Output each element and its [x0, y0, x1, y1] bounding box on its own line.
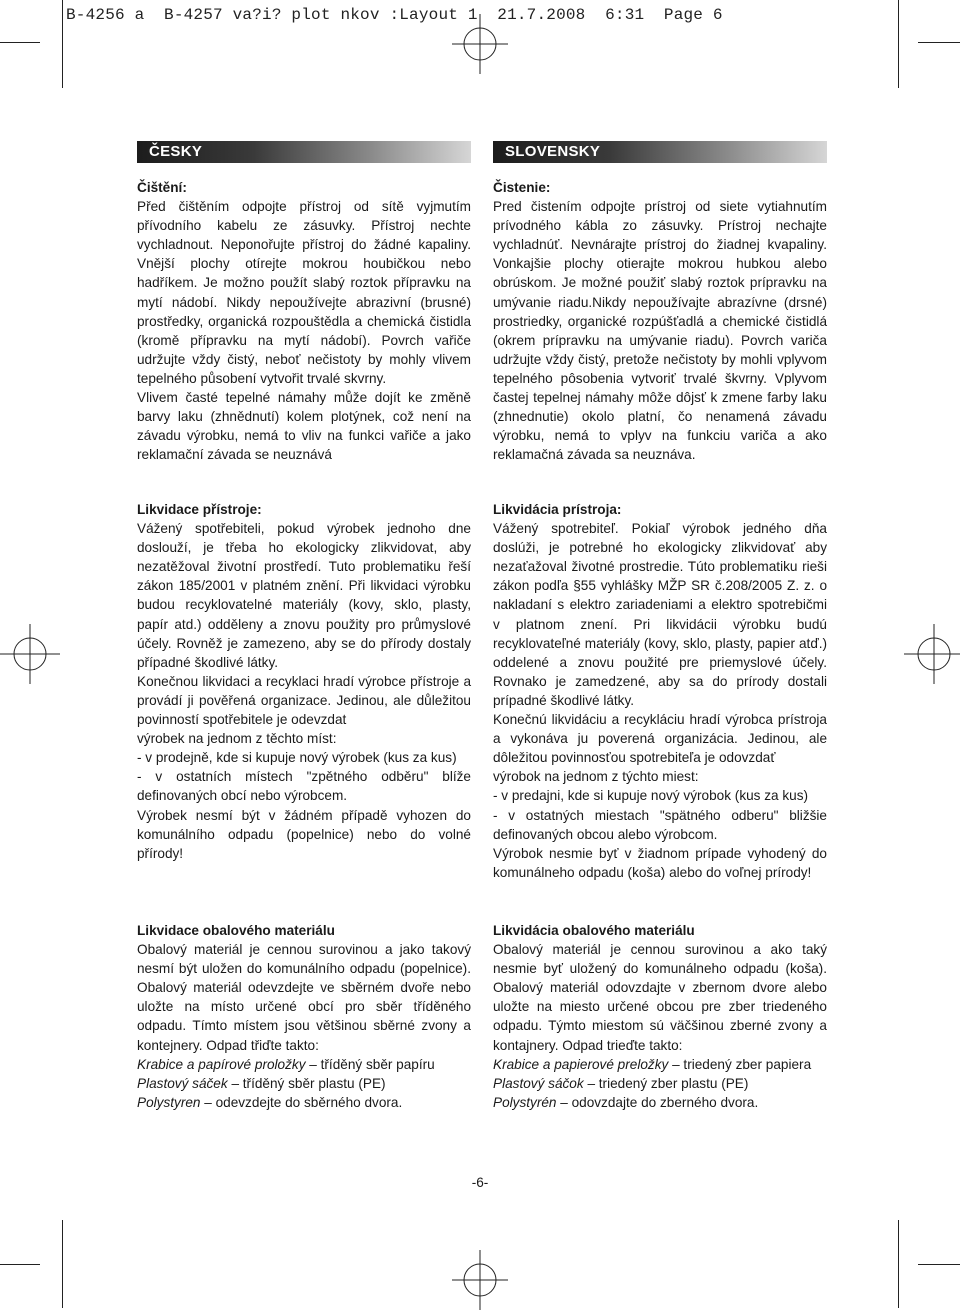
packaging-section-czech	[137, 921, 471, 1112]
crop-mark	[0, 42, 40, 43]
paragraph: Konečnú likvidáciu a recykláciu hradí výrobca prístroja a vykonáva ju poverená organizácia. Jedinou, ale dôležitou povinnosťou spotrebiteľa je odovzdať	[493, 712, 827, 766]
paragraph: Výrobok nesmie byť v žiadnom prípade vyhodený do komunálneho odpadu (koša) alebo do voľnej prírody!	[493, 845, 827, 880]
crop-mark	[898, 0, 899, 88]
cleaning-section-slovak	[493, 178, 827, 464]
list-item	[137, 1093, 471, 1112]
list-item	[137, 1055, 471, 1074]
item-label: Polystyren	[137, 1094, 201, 1110]
item-label: Krabice a papírové proložky	[137, 1056, 306, 1072]
paragraph: Vlivem časté tepelné námahy může dojít ke změně barvy laku (zhnědnutí) kolem plotýnek, což není na závadu výrobku, nemá to vliv na funkci vařiče a jako reklamační závada se neuznává	[137, 390, 471, 463]
item-text: – tříděný sběr papíru	[305, 1056, 435, 1072]
crop-mark	[918, 42, 960, 43]
list-item	[493, 1055, 827, 1074]
paragraph: Obalový materiál je cennou surovinou a ako taký nesmie byť uložený do komunálneho odpadu (koša). Obalový materiál odovzdajte v zbernom dvore alebo uložte na miesto určené obcou pre zber triedeného odpadu. Týmto miestom sú väčšinou zberné zvony a kontajnery. Odpad trieďte takto:	[493, 942, 827, 1053]
paragraph: Výrobek nesmí být v žádném případě vyhozen do komunálního odpadu (popelnice) nebo do volné přírody!	[137, 807, 471, 861]
disposal-section-czech	[137, 500, 471, 863]
language-banner-slovak: SLOVENSKY	[493, 141, 827, 163]
language-banner-czech: ČESKY	[137, 141, 471, 163]
packaging-section-slovak	[493, 921, 827, 1112]
section-heading: Likvidace přístroje:	[137, 502, 262, 517]
item-label: Plastový sáčok	[493, 1075, 584, 1091]
crop-mark	[62, 0, 63, 88]
paragraph: Pred čistením odpojte prístroj od siete vytiahnutím prívodného kábla zo zásuvky. Prístroj nechajte vychladnúť. Nevnárajte prístroj do žiadnej kvapaliny. Vonkajšie plochy otierajte mokrou hubkou alebo obrúskom. Je možné použiť slabý roztok prípravku na umývanie riadu.Nikdy nepoužívajte abrazívne (drsné) prostriedky, organické rozpúšťadlá a chemické čistidlá (okrem prípravku na umývanie riadu). Povrch variča udržujte vždy čistý, pretože nečistoty by mohli vplyvom tepelného pôsobenia vytvoriť trvalé škvrny. Vplyvom častej tepelnej námahy môže dôjsť k zmene farby laku (zhnednutie) okolo platní, čo nenamená závadu výrobku, nemá to vplyv na funkciu variča a ako reklamačná závada sa neuznáva.	[493, 199, 827, 463]
list-item: - v prodejně, kde si kupuje nový výrobek (kus za kus)	[137, 750, 457, 766]
registration-mark-icon	[904, 624, 960, 684]
item-text: – odovzdajte do zberného dvora.	[556, 1094, 759, 1110]
registration-mark-icon	[450, 14, 510, 74]
registration-mark-icon	[450, 1250, 510, 1310]
item-text: – triedený zber papiera	[668, 1056, 812, 1072]
list-item	[493, 1093, 827, 1112]
paragraph: výrobok na jednom z týchto miest:	[493, 769, 699, 785]
section-heading: Čistenie:	[493, 180, 551, 195]
registration-mark-icon	[0, 624, 60, 684]
crop-mark	[898, 1220, 899, 1308]
item-text: – triedený zber plastu (PE)	[583, 1075, 749, 1091]
crop-mark	[918, 1264, 960, 1265]
section-heading: Likvidácia obalového materiálu	[493, 923, 695, 938]
paragraph: Vážený spotrebiteľ. Pokiaľ výrobok jedného dňa doslúži, je potrebné ho ekologicky zlikvidovať aby nezaťažoval životné prostredie. Túto problematiku rieši zákon podľa §55 vyhlášky MŽP SR č.208/2005 Z. z. o nakladaní s elektro zariadeniami a elektro spotrebičmi v platnom znení. Pri likvidácii výrobku budú recyklovateľné materiály (kovy, sklo, plasty, papier atď.) oddelené a znovu použité pre priemyslové účely. Rovnako je zamedzené, aby sa do prírody dostali prípadné škodlivé látky.	[493, 521, 827, 708]
cleaning-section-czech	[137, 178, 471, 464]
paragraph: Obalový materiál je cennou surovinou a jako takový nesmí být uložen do komunálního odpadu (popelnice). Obalový materiál odevzdejte ve sběrném dvoře nebo uložte na místo určené obcí pro sběr tříděného odpadu. Tímto místem jsou většinou sběrné zvony a kontejnery. Odpad třiďte takto:	[137, 942, 471, 1053]
paragraph: Vážený spotřebiteli, pokud výrobek jednoho dne doslouží, je třeba ho ekologicky zlikvidovat, aby nezatěžoval životní prostředí. Tuto problematiku řeší zákon 185/2001 v platném znění. Při likvidaci výrobku budou recyklovatelné materiály (kovy, sklo, plasty, papír atd.) odděleny a znovu použity pro průmyslové účely. Rovněž je zamezeno, aby se do přírody dostaly případné škodlivé látky.	[137, 521, 471, 670]
list-item	[493, 1074, 827, 1093]
page-number: -6-	[471, 1175, 489, 1190]
list-item: - v predajni, kde si kupuje nový výrobok (kus za kus)	[493, 788, 809, 804]
item-label: Polystyrén	[493, 1094, 557, 1110]
disposal-section-slovak	[493, 500, 827, 882]
list-item	[137, 1074, 471, 1093]
print-slug-line: B-4256 a B-4257 va?i? plot nkov :Layout 1 21.7.2008 6:31 Page 6	[66, 6, 723, 24]
item-text: – tříděný sběr plastu (PE)	[227, 1075, 386, 1091]
section-heading: Likvidace obalového materiálu	[137, 923, 335, 938]
list-item: - v ostatních místech "zpětného odběru" blíže definovaných obcí nebo výrobcem.	[137, 769, 471, 804]
paragraph: výrobek na jednom z těchto míst:	[137, 731, 337, 747]
paragraph: Konečnou likvidaci a recyklaci hradí výrobce přístroje a provádí ji pověřená organizace. Jedinou, ale důležitou povinností spotřebitele je odevzdat	[137, 673, 471, 728]
crop-mark	[0, 1264, 40, 1265]
paragraph: Před čištěním odpojte přístroj od sítě vyjmutím přívodního kabelu ze zásuvky. Přístroj nechte vychladnout. Neponořujte přístroj do žádné kapaliny. Vnější plochy otírejte mokrou houbičkou nebo hadříkem. Je možno použít slabý roztok přípravku na mytí nádobí. Nikdy nepoužívejte abrazivní (brusné) prostředky, organická rozpouštědla a chemická čistidla (kromě přípravku na mytí nádobí). Povrch vařiče udržujte vždy čistý, neboť nečistoty by mohly vlivem tepelného působení vytvořit trvalé skvrny.	[137, 199, 471, 386]
item-text: – odevzdejte do sběrného dvora.	[200, 1094, 403, 1110]
list-item: - v ostatných miestach "spätného odberu" bližšie definovaných obcou alebo výrobcom.	[493, 807, 827, 842]
crop-mark	[62, 1220, 63, 1308]
section-heading: Likvidácia prístroja:	[493, 502, 622, 517]
item-label: Plastový sáček	[137, 1075, 228, 1091]
item-label: Krabice a papierové preložky	[493, 1056, 669, 1072]
section-heading: Čištění:	[137, 180, 187, 195]
